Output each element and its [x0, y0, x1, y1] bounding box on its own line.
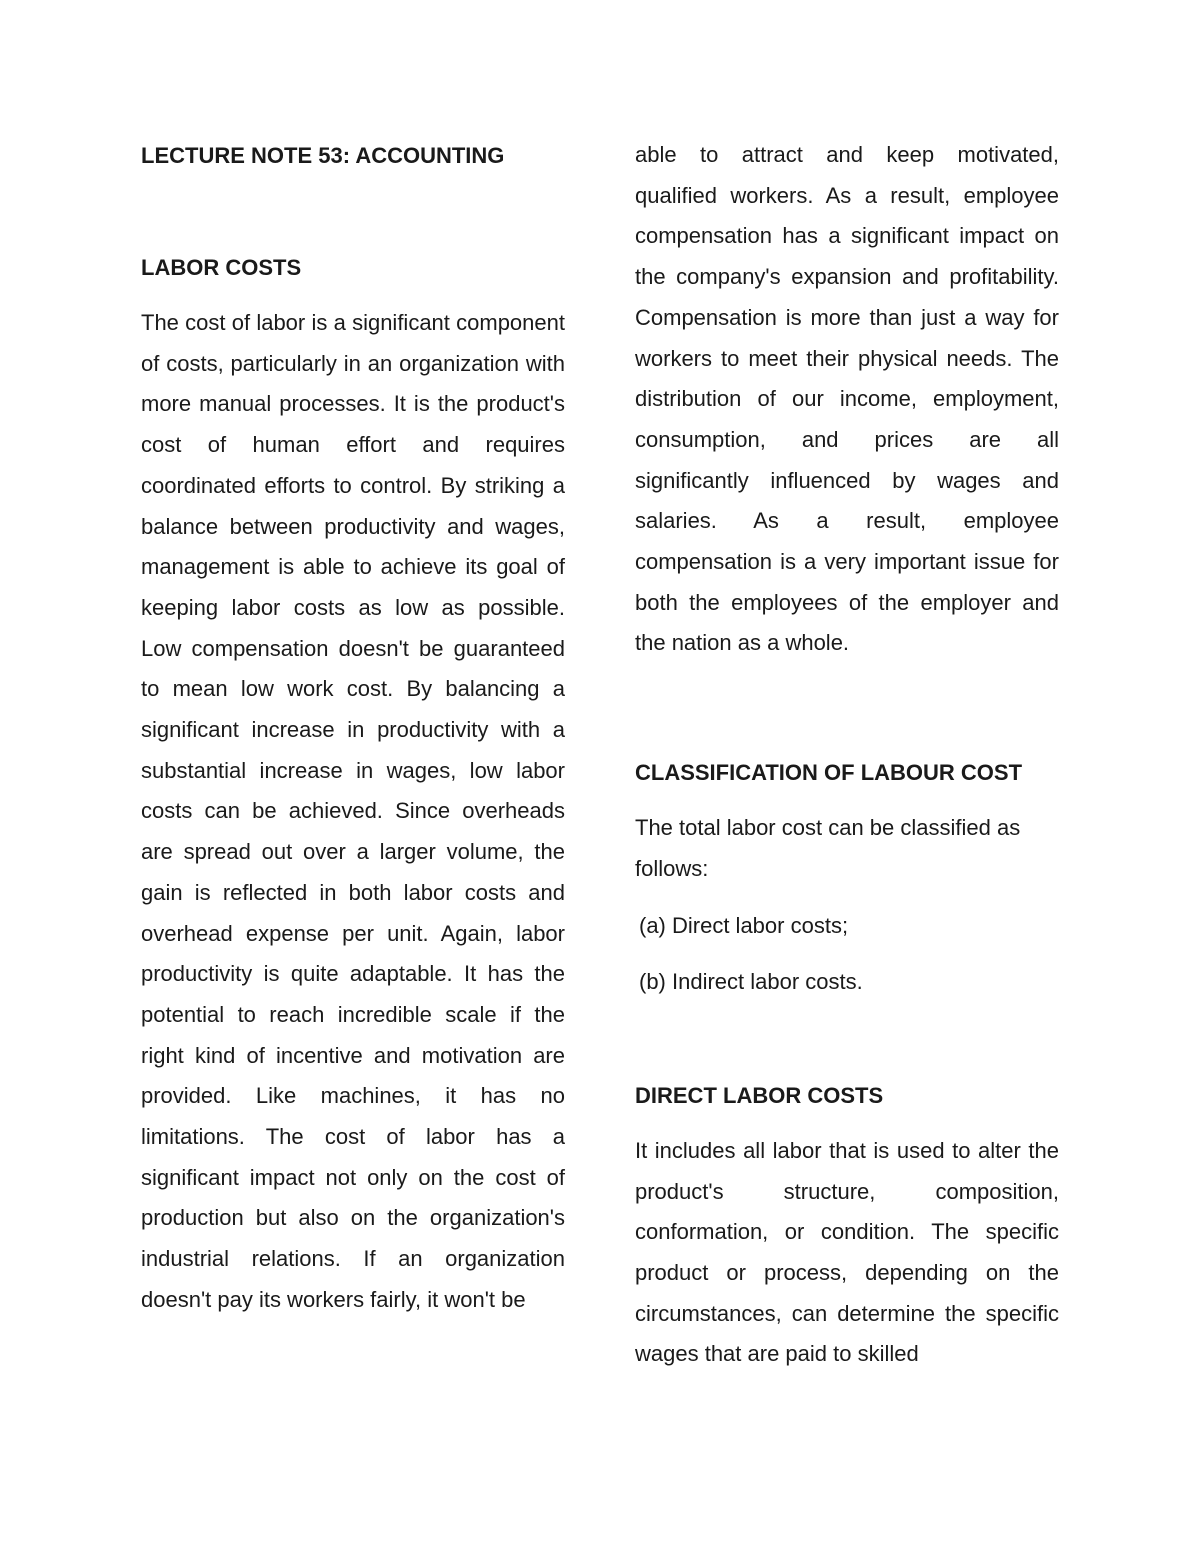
left-column: [141, 137, 565, 1321]
heading-labor-costs: LABOR COSTS: [141, 255, 302, 280]
spacer: [635, 946, 1059, 962]
paragraph-direct-labor: It includes all labor that is used to alter the product's structure, composition, conformation, or condition. The specific product or process, depending on the circumstances, can determine the specific wages that are paid to skilled: [635, 1137, 1059, 1367]
spacer: [141, 287, 565, 303]
list-item-indirect: (b) Indirect labor costs.: [639, 969, 863, 995]
heading-direct-labor: DIRECT LABOR COSTS: [635, 1082, 884, 1108]
spacer: [635, 1115, 1059, 1131]
heading-classification: CLASSIFICATION OF LABOUR COST: [635, 760, 1023, 786]
paragraph-classification-intro: The total labor cost can be classified as follows:: [635, 815, 1021, 881]
document-title: LECTURE NOTE 53: ACCOUNTING: [141, 143, 505, 168]
spacer: [635, 1003, 1059, 1077]
spacer: [635, 890, 1059, 906]
paragraph-labor-costs: The cost of labor is a significant component of costs, particularly in an organization with more manual processes. It is the product's cost of human effort and requires coordinated efforts to control. By striking a balance between productivity and wages, management is able to achieve its goal of keeping labor costs as low as possible. Low compensation doesn't be guaranteed to mean low work cost. By balancing a significant increase in productivity with a substantial increase in wages, low labor costs can be achieved. Since overheads are spread out over a larger volume, the gain is reflected in both labor costs and overhead expense per unit. Again, labor productivity is quite adaptable. It has the potential to reach incredible scale if the right kind of incentive and motivation are provided. Like machines, it has no limitations. The cost of labor has a significant impact not only on the cost of production but also on the organization's industrial relations. If an organization doesn't pay its workers fairly, it won't be: [141, 310, 565, 1312]
list-item-direct: (a) Direct labor costs;: [639, 912, 849, 938]
right-column: [635, 137, 1059, 1375]
paragraph-labor-costs-continued: able to attract and keep motivated, qualified workers. As a result, employee compensation has a significant impact on the company's expansion and profitability. Compensation is more than just a way for workers to meet their physical needs. The distribution of our income, employment, consumption, and prices are all significantly influenced by wages and salaries. As a result, employee compensation is a very important issue for both the employees of the employer and the nation as a whole.: [635, 142, 1059, 656]
spacer: [635, 792, 1059, 808]
spacer: [141, 175, 565, 249]
spacer: [635, 664, 1059, 754]
